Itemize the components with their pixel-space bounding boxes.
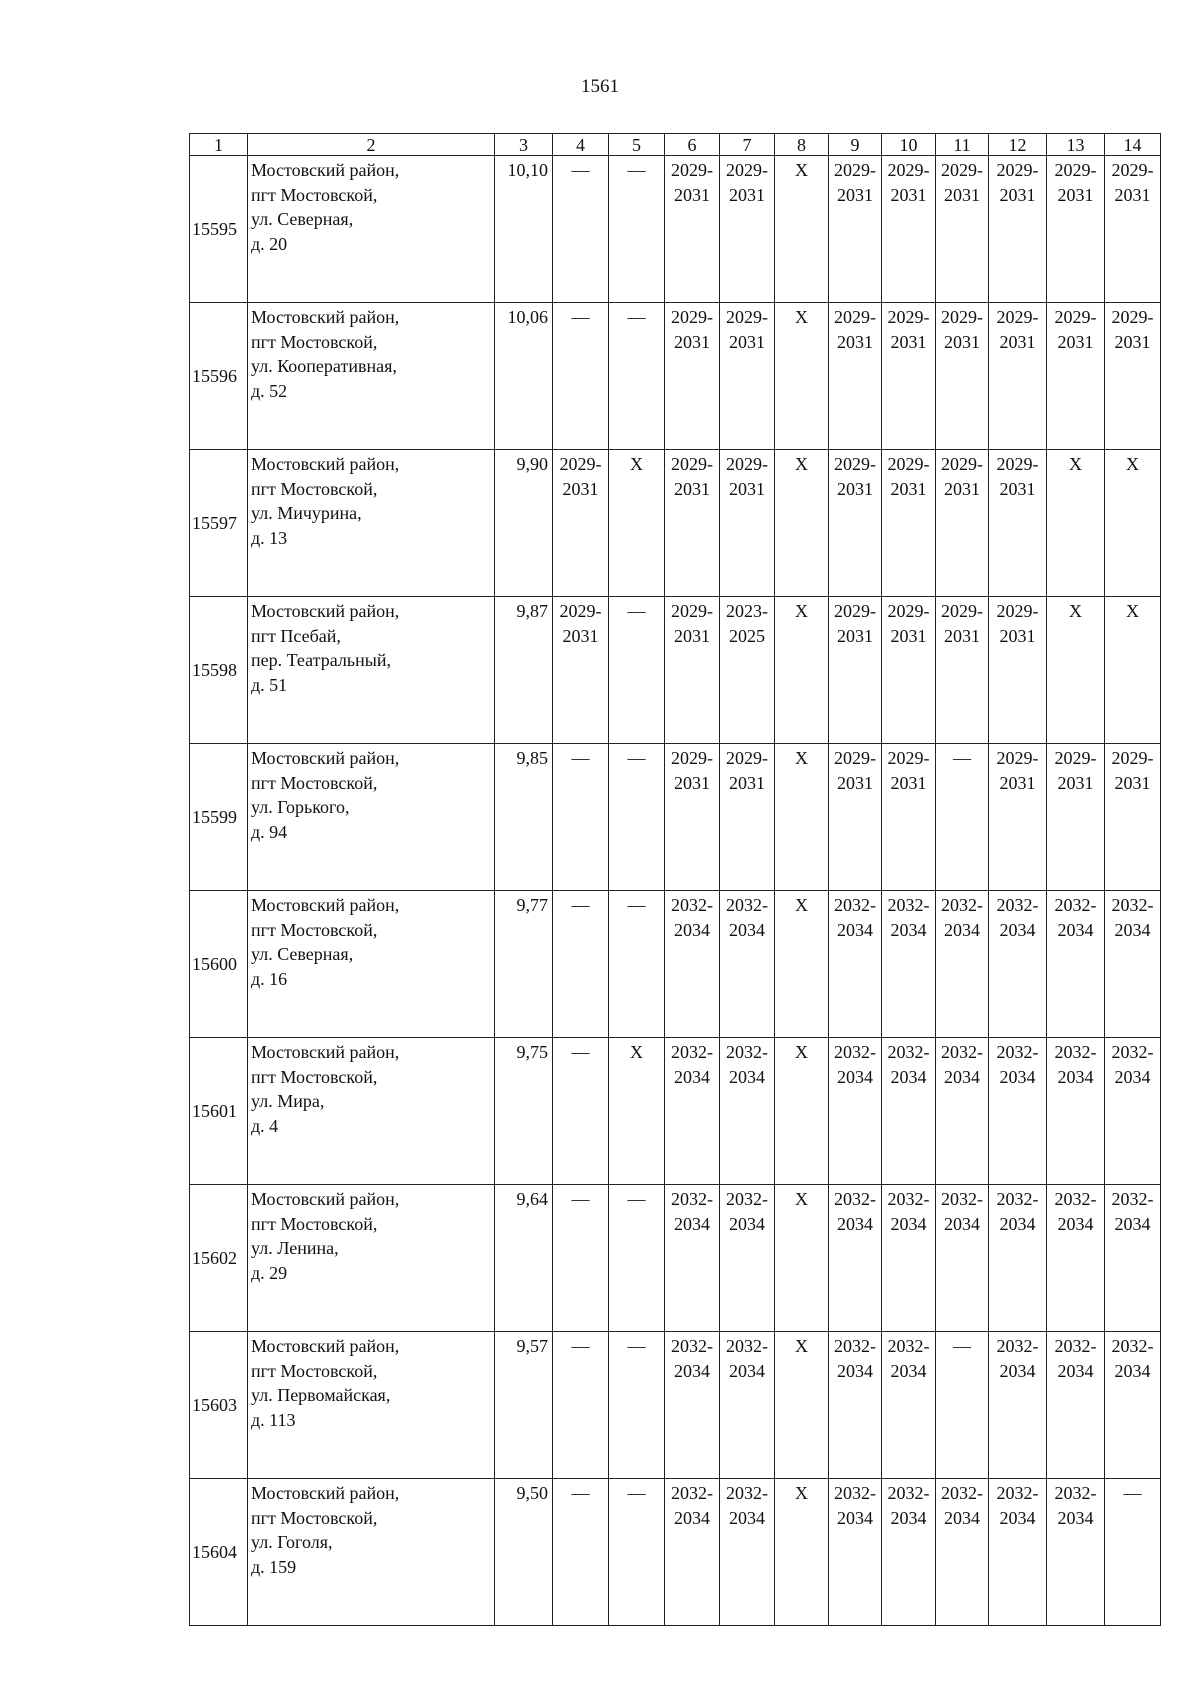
column-header-12: 12 <box>989 134 1047 156</box>
address-line: Мостовский район, <box>251 454 400 474</box>
register-table <box>189 133 1161 1626</box>
value-cell: 9,50 <box>495 1479 553 1626</box>
row-id: 15601 <box>190 1038 248 1185</box>
table-row <box>190 156 1161 303</box>
term-cell-col-8: Х <box>775 1332 829 1479</box>
term-cell-col-9: 2032- 2034 <box>829 891 882 1038</box>
table-row <box>190 744 1161 891</box>
term-cell-col-7: 2023- 2025 <box>720 597 775 744</box>
term-cell-col-12: 2032- 2034 <box>989 1185 1047 1332</box>
address-line: Мостовский район, <box>251 160 400 180</box>
value-cell: 9,85 <box>495 744 553 891</box>
address-line: ул. Гоголя, <box>251 1532 333 1552</box>
term-cell-col-14: 2029- 2031 <box>1105 156 1161 303</box>
term-cell-col-14: 2029- 2031 <box>1105 303 1161 450</box>
address-line: д. 113 <box>251 1409 296 1430</box>
address-line: пгт Мостовской, <box>251 1360 378 1381</box>
term-cell-col-14: 2032- 2034 <box>1105 1038 1161 1185</box>
address-line: пгт Мостовской, <box>251 919 378 940</box>
address-line: д. 13 <box>251 527 288 548</box>
term-cell-col-10: 2032- 2034 <box>882 1038 936 1185</box>
term-cell-col-5: — <box>609 891 665 1038</box>
term-cell-col-9: 2029- 2031 <box>829 303 882 450</box>
term-cell-col-5: Х <box>609 450 665 597</box>
term-cell-col-12: 2032- 2034 <box>989 1479 1047 1626</box>
term-cell-col-12: 2032- 2034 <box>989 1038 1047 1185</box>
term-cell-col-4: — <box>553 744 609 891</box>
table-row <box>190 597 1161 744</box>
address-line: д. 94 <box>251 821 288 842</box>
column-header-1: 1 <box>190 134 248 156</box>
term-cell-col-12: 2032- 2034 <box>989 1332 1047 1479</box>
value-cell: 9,57 <box>495 1332 553 1479</box>
term-cell-col-5: — <box>609 303 665 450</box>
row-id: 15597 <box>190 450 248 597</box>
address-line: пгт Псебай, <box>251 625 341 646</box>
address-line: д. 159 <box>251 1556 297 1577</box>
term-cell-col-8: Х <box>775 450 829 597</box>
address-line: пгт Мостовской, <box>251 184 378 205</box>
term-cell-col-12: 2029- 2031 <box>989 450 1047 597</box>
value-cell: 10,06 <box>495 303 553 450</box>
term-cell-col-13: 2032- 2034 <box>1047 1332 1105 1479</box>
address-cell <box>248 303 495 450</box>
address-line: ул. Ленина, <box>251 1238 339 1258</box>
term-cell-col-8: Х <box>775 1185 829 1332</box>
term-cell-col-12: 2029- 2031 <box>989 597 1047 744</box>
term-cell-col-5: — <box>609 1332 665 1479</box>
term-cell-col-13: 2032- 2034 <box>1047 1479 1105 1626</box>
address-line: пер. Театральный, <box>251 650 391 670</box>
term-cell-col-13: 2032- 2034 <box>1047 891 1105 1038</box>
table-row <box>190 303 1161 450</box>
term-cell-col-8: Х <box>775 891 829 1038</box>
address-cell <box>248 1479 495 1626</box>
term-cell-col-14: Х <box>1105 450 1161 597</box>
term-cell-col-10: 2029- 2031 <box>882 156 936 303</box>
term-cell-col-6: 2029- 2031 <box>665 156 720 303</box>
address-line: пгт Мостовской, <box>251 1507 378 1528</box>
term-cell-col-6: 2032- 2034 <box>665 1038 720 1185</box>
term-cell-col-5: Х <box>609 1038 665 1185</box>
term-cell-col-5: — <box>609 597 665 744</box>
address-line: пгт Мостовской, <box>251 1213 378 1234</box>
column-header-9: 9 <box>829 134 882 156</box>
term-cell-col-12: 2029- 2031 <box>989 303 1047 450</box>
address-line: ул. Северная, <box>251 209 354 229</box>
page-number: 1561 <box>581 76 619 97</box>
term-cell-col-4: — <box>553 156 609 303</box>
address-line: Мостовский район, <box>251 748 400 768</box>
address-line: пгт Мостовской, <box>251 772 378 793</box>
term-cell-col-14: Х <box>1105 597 1161 744</box>
address-line: д. 16 <box>251 968 288 989</box>
address-cell <box>248 1332 495 1479</box>
row-id: 15596 <box>190 303 248 450</box>
term-cell-col-6: 2032- 2034 <box>665 1479 720 1626</box>
term-cell-col-13: 2029- 2031 <box>1047 744 1105 891</box>
term-cell-col-5: — <box>609 744 665 891</box>
table-row <box>190 1332 1161 1479</box>
term-cell-col-4: — <box>553 303 609 450</box>
term-cell-col-7: 2032- 2034 <box>720 1185 775 1332</box>
term-cell-col-10: 2029- 2031 <box>882 597 936 744</box>
term-cell-col-8: Х <box>775 303 829 450</box>
term-cell-col-12: 2029- 2031 <box>989 744 1047 891</box>
term-cell-col-10: 2032- 2034 <box>882 1479 936 1626</box>
column-header-11: 11 <box>936 134 989 156</box>
term-cell-col-9: 2029- 2031 <box>829 744 882 891</box>
term-cell-col-11: 2032- 2034 <box>936 891 989 1038</box>
term-cell-col-11: 2032- 2034 <box>936 1038 989 1185</box>
term-cell-col-7: 2029- 2031 <box>720 744 775 891</box>
address-cell <box>248 597 495 744</box>
term-cell-col-11: 2029- 2031 <box>936 597 989 744</box>
term-cell-col-10: 2032- 2034 <box>882 1185 936 1332</box>
address-line: Мостовский район, <box>251 1189 400 1209</box>
value-cell: 9,77 <box>495 891 553 1038</box>
term-cell-col-12: 2029- 2031 <box>989 156 1047 303</box>
term-cell-col-6: 2032- 2034 <box>665 1332 720 1479</box>
term-cell-col-4: — <box>553 1038 609 1185</box>
address-line: д. 51 <box>251 674 288 695</box>
term-cell-col-9: 2032- 2034 <box>829 1038 882 1185</box>
term-cell-col-7: 2032- 2034 <box>720 1479 775 1626</box>
term-cell-col-7: 2029- 2031 <box>720 156 775 303</box>
term-cell-col-10: 2029- 2031 <box>882 450 936 597</box>
term-cell-col-6: 2029- 2031 <box>665 450 720 597</box>
term-cell-col-8: Х <box>775 1479 829 1626</box>
term-cell-col-9: 2032- 2034 <box>829 1185 882 1332</box>
address-line: ул. Мира, <box>251 1091 325 1111</box>
term-cell-col-5: — <box>609 156 665 303</box>
term-cell-col-8: Х <box>775 597 829 744</box>
term-cell-col-6: 2029- 2031 <box>665 744 720 891</box>
column-header-6: 6 <box>665 134 720 156</box>
address-line: ул. Кооперативная, <box>251 356 397 376</box>
address-cell <box>248 1038 495 1185</box>
term-cell-col-10: 2029- 2031 <box>882 744 936 891</box>
term-cell-col-10: 2032- 2034 <box>882 1332 936 1479</box>
address-line: ул. Первомайская, <box>251 1385 391 1405</box>
term-cell-col-5: — <box>609 1479 665 1626</box>
address-line: Мостовский район, <box>251 1483 400 1503</box>
address-line: д. 20 <box>251 233 288 254</box>
term-cell-col-4: — <box>553 891 609 1038</box>
row-id: 15600 <box>190 891 248 1038</box>
row-id: 15595 <box>190 156 248 303</box>
column-header-14: 14 <box>1105 134 1161 156</box>
term-cell-col-6: 2032- 2034 <box>665 1185 720 1332</box>
column-header-4: 4 <box>553 134 609 156</box>
column-header-8: 8 <box>775 134 829 156</box>
row-id: 15604 <box>190 1479 248 1626</box>
table-row <box>190 1038 1161 1185</box>
address-line: пгт Мостовской, <box>251 478 378 499</box>
term-cell-col-14: 2032- 2034 <box>1105 1332 1161 1479</box>
address-line: д. 29 <box>251 1262 288 1283</box>
column-header-7: 7 <box>720 134 775 156</box>
term-cell-col-14: — <box>1105 1479 1161 1626</box>
term-cell-col-11: 2032- 2034 <box>936 1185 989 1332</box>
term-cell-col-8: Х <box>775 1038 829 1185</box>
address-cell <box>248 744 495 891</box>
term-cell-col-8: Х <box>775 744 829 891</box>
address-line: Мостовский район, <box>251 601 400 621</box>
term-cell-col-11: 2032- 2034 <box>936 1479 989 1626</box>
column-header-3: 3 <box>495 134 553 156</box>
address-line: Мостовский район, <box>251 1336 400 1356</box>
term-cell-col-4: 2029- 2031 <box>553 450 609 597</box>
address-line: Мостовский район, <box>251 307 400 327</box>
value-cell: 10,10 <box>495 156 553 303</box>
term-cell-col-13: Х <box>1047 450 1105 597</box>
term-cell-col-11: — <box>936 744 989 891</box>
term-cell-col-8: Х <box>775 156 829 303</box>
term-cell-col-9: 2032- 2034 <box>829 1332 882 1479</box>
address-line: пгт Мостовской, <box>251 331 378 352</box>
term-cell-col-10: 2029- 2031 <box>882 303 936 450</box>
table-row <box>190 891 1161 1038</box>
value-cell: 9,90 <box>495 450 553 597</box>
term-cell-col-12: 2032- 2034 <box>989 891 1047 1038</box>
row-id: 15603 <box>190 1332 248 1479</box>
term-cell-col-7: 2032- 2034 <box>720 1332 775 1479</box>
term-cell-col-13: Х <box>1047 597 1105 744</box>
row-id: 15602 <box>190 1185 248 1332</box>
address-cell <box>248 891 495 1038</box>
term-cell-col-4: 2029- 2031 <box>553 597 609 744</box>
term-cell-col-6: 2029- 2031 <box>665 597 720 744</box>
term-cell-col-9: 2032- 2034 <box>829 1479 882 1626</box>
term-cell-col-14: 2032- 2034 <box>1105 891 1161 1038</box>
address-cell <box>248 1185 495 1332</box>
header-row <box>190 134 1161 156</box>
address-line: ул. Северная, <box>251 944 354 964</box>
address-line: Мостовский район, <box>251 1042 400 1062</box>
term-cell-col-13: 2029- 2031 <box>1047 156 1105 303</box>
value-cell: 9,64 <box>495 1185 553 1332</box>
value-cell: 9,75 <box>495 1038 553 1185</box>
table-row <box>190 1185 1161 1332</box>
address-line: д. 52 <box>251 380 288 401</box>
term-cell-col-5: — <box>609 1185 665 1332</box>
term-cell-col-7: 2029- 2031 <box>720 450 775 597</box>
term-cell-col-7: 2032- 2034 <box>720 1038 775 1185</box>
term-cell-col-11: 2029- 2031 <box>936 156 989 303</box>
term-cell-col-11: 2029- 2031 <box>936 450 989 597</box>
term-cell-col-7: 2029- 2031 <box>720 303 775 450</box>
term-cell-col-11: 2029- 2031 <box>936 303 989 450</box>
term-cell-col-9: 2029- 2031 <box>829 597 882 744</box>
term-cell-col-13: 2029- 2031 <box>1047 303 1105 450</box>
column-header-2: 2 <box>248 134 495 156</box>
term-cell-col-9: 2029- 2031 <box>829 450 882 597</box>
term-cell-col-14: 2029- 2031 <box>1105 744 1161 891</box>
term-cell-col-11: — <box>936 1332 989 1479</box>
term-cell-col-4: — <box>553 1332 609 1479</box>
term-cell-col-6: 2032- 2034 <box>665 891 720 1038</box>
term-cell-col-6: 2029- 2031 <box>665 303 720 450</box>
column-header-10: 10 <box>882 134 936 156</box>
table-row <box>190 450 1161 597</box>
term-cell-col-13: 2032- 2034 <box>1047 1185 1105 1332</box>
address-line: пгт Мостовской, <box>251 1066 378 1087</box>
address-line: д. 4 <box>251 1115 279 1136</box>
term-cell-col-4: — <box>553 1479 609 1626</box>
term-cell-col-14: 2032- 2034 <box>1105 1185 1161 1332</box>
term-cell-col-4: — <box>553 1185 609 1332</box>
address-cell <box>248 156 495 303</box>
column-header-13: 13 <box>1047 134 1105 156</box>
value-cell: 9,87 <box>495 597 553 744</box>
row-id: 15599 <box>190 744 248 891</box>
address-line: Мостовский район, <box>251 895 400 915</box>
term-cell-col-9: 2029- 2031 <box>829 156 882 303</box>
term-cell-col-10: 2032- 2034 <box>882 891 936 1038</box>
table-row <box>190 1479 1161 1626</box>
term-cell-col-7: 2032- 2034 <box>720 891 775 1038</box>
address-line: ул. Мичурина, <box>251 503 362 523</box>
column-header-5: 5 <box>609 134 665 156</box>
term-cell-col-13: 2032- 2034 <box>1047 1038 1105 1185</box>
row-id: 15598 <box>190 597 248 744</box>
address-cell <box>248 450 495 597</box>
address-line: ул. Горького, <box>251 797 350 817</box>
